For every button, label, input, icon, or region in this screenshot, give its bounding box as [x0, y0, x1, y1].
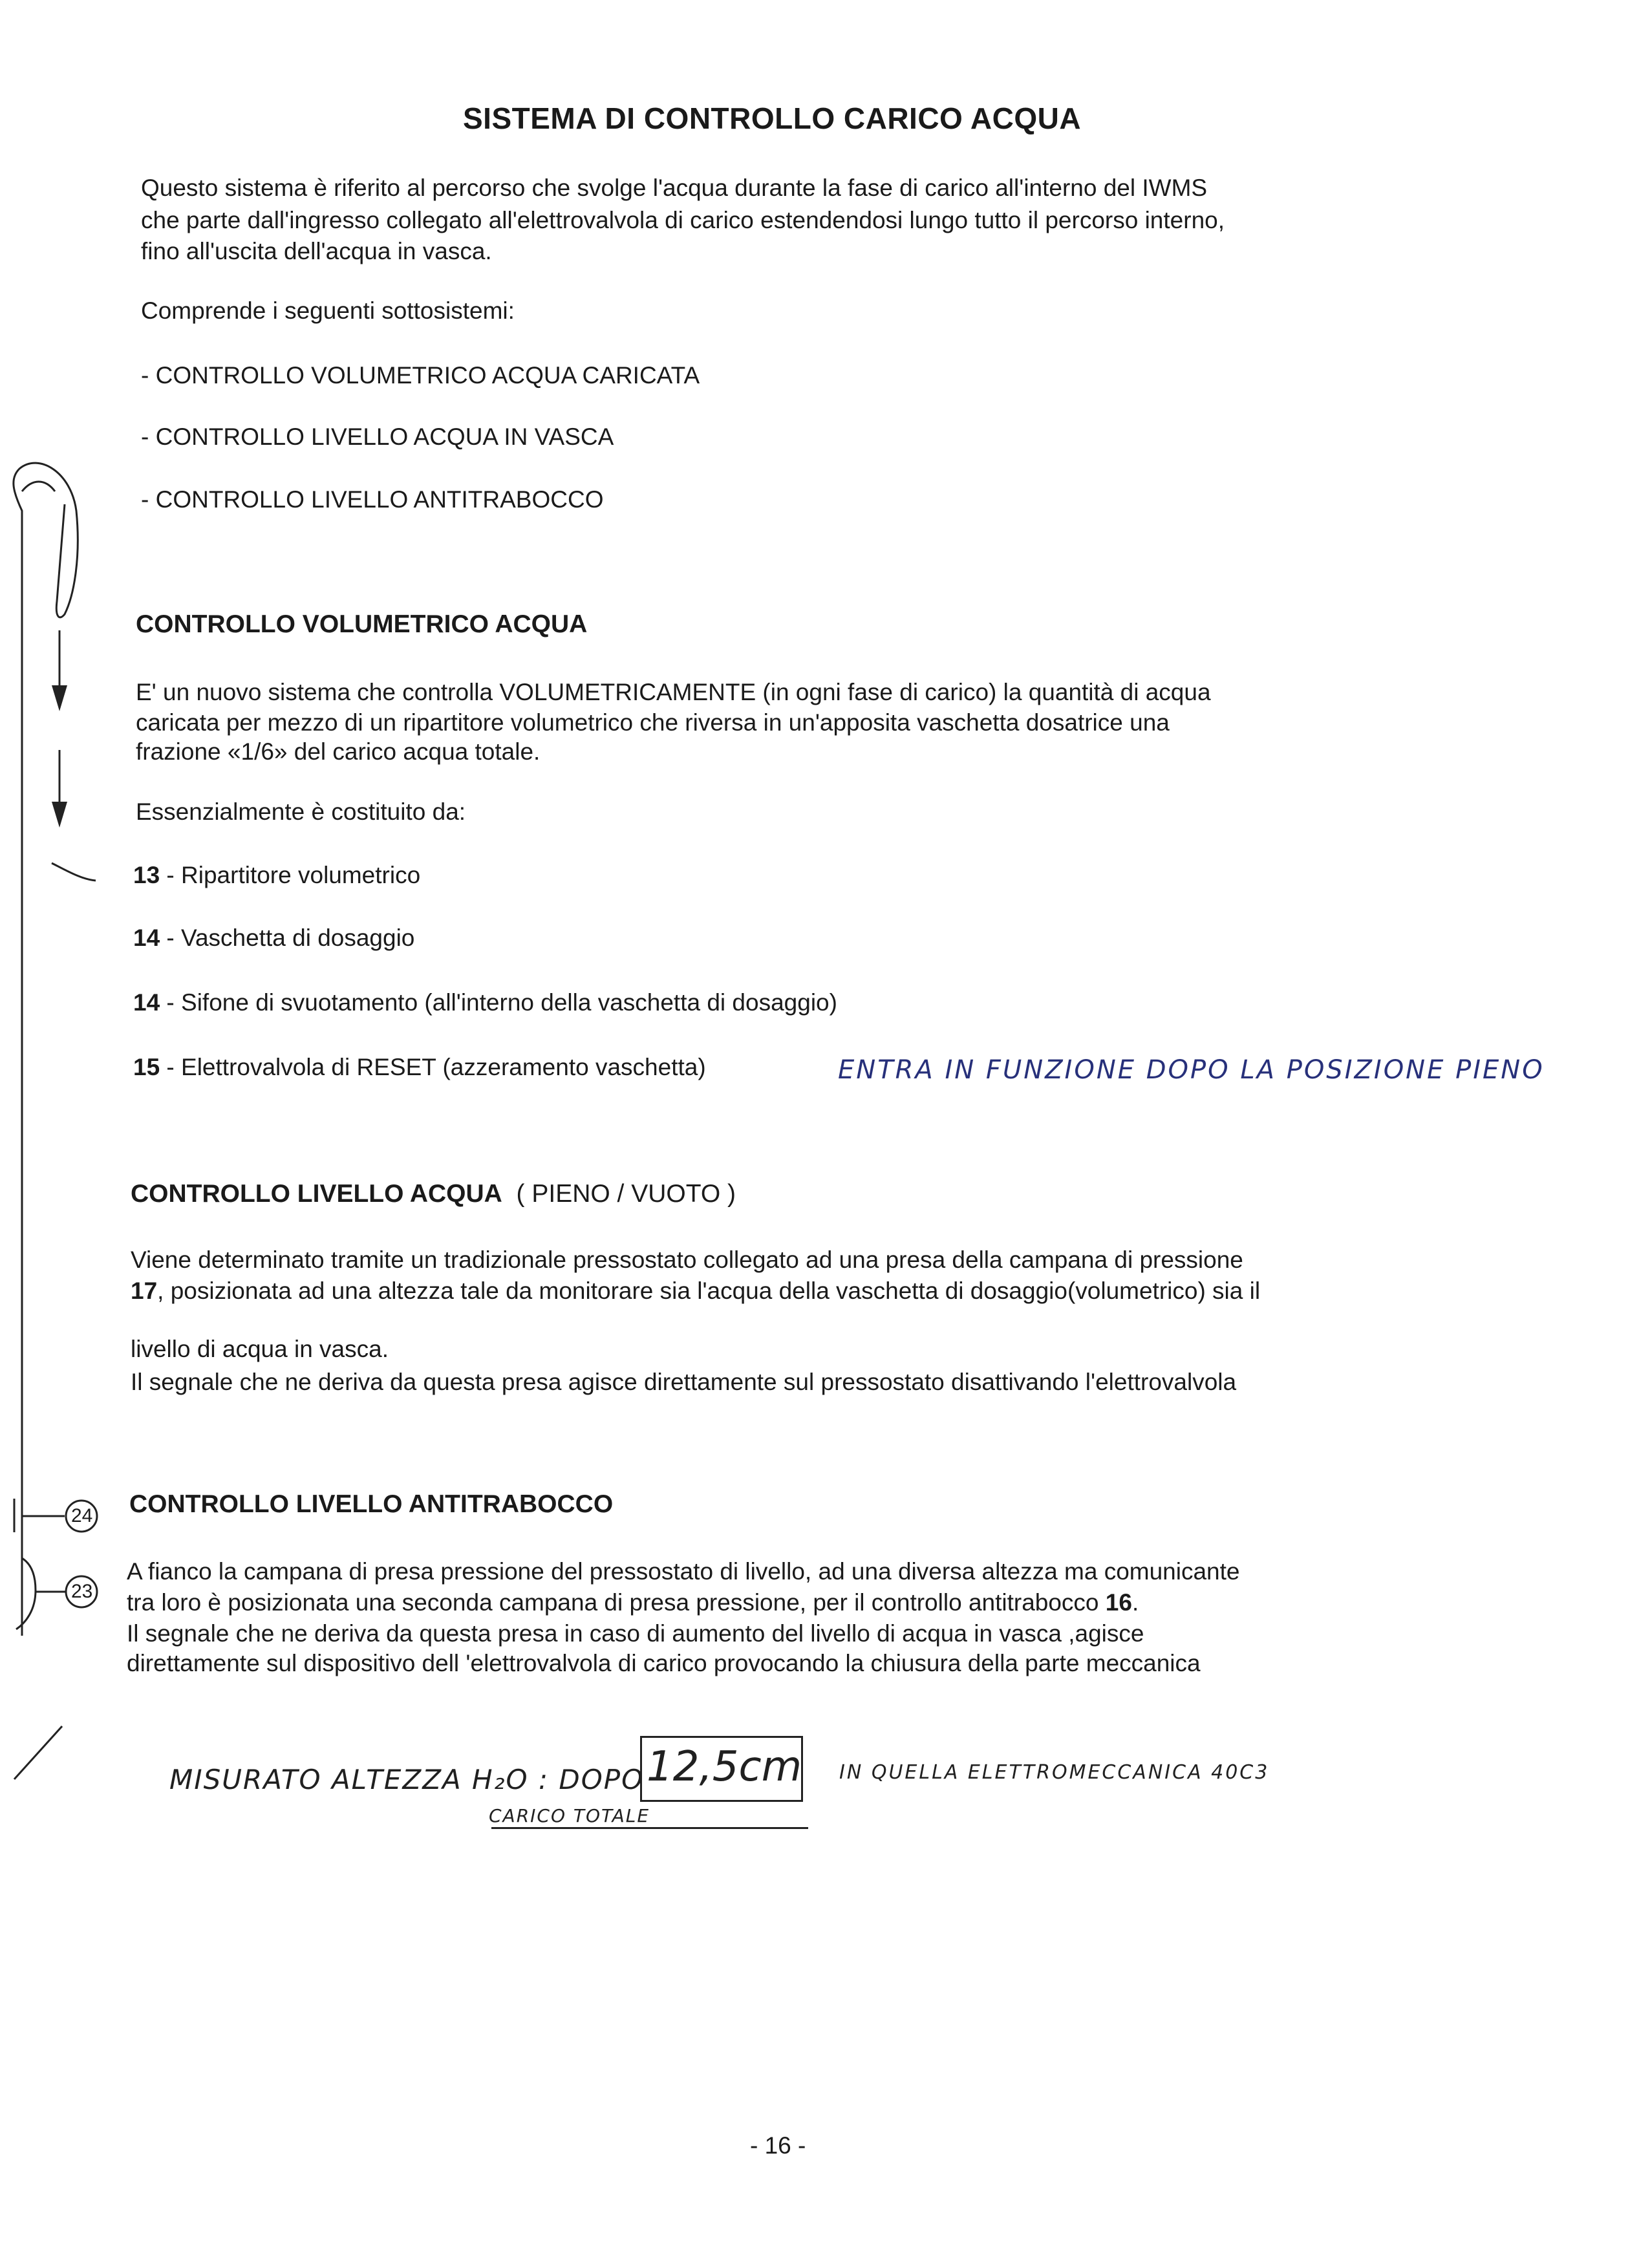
component-text: - Elettrovalvola di RESET (azzeramento vaschetta): [160, 1054, 706, 1080]
intro-line-2: che parte dall'ingresso collegato all'elettrovalvola di carico estendendosi lungo tutto il percorso interno,: [141, 207, 1225, 233]
section-heading-antitrabocco: CONTROLLO LIVELLO ANTITRABOCCO: [129, 1490, 614, 1518]
component-item: [133, 989, 837, 1016]
handwritten-note-blue: ENTRA IN FUNZIONE DOPO LA POSIZIONE PIENO: [838, 1055, 1545, 1085]
antitrabocco-line-2: [127, 1589, 1139, 1616]
section-heading-livello: [131, 1180, 736, 1208]
handwritten-measure-prefix: MISURATO ALTEZZA H₂O : DOPO: [169, 1764, 645, 1795]
component-number: 14: [133, 925, 160, 951]
antitrabocco-line-2-text: tra loro è posizionata una seconda campana di presa pressione, per il controllo antitrabocco: [127, 1589, 1106, 1616]
livello-line-2-number: 17: [131, 1278, 158, 1304]
heading-livello-suffix: ( PIENO / VUOTO ): [516, 1180, 736, 1208]
page-number: - 16 -: [750, 2132, 806, 2159]
callout-24-label: 24: [71, 1505, 93, 1526]
component-item: [133, 862, 420, 889]
subsystem-item: - CONTROLLO LIVELLO ANTITRABOCCO: [141, 486, 604, 513]
handwritten-underline: [491, 1827, 808, 1829]
antitrabocco-line-2-number: 16: [1105, 1589, 1132, 1616]
component-item: [133, 1054, 706, 1081]
intro-line-3: fino all'uscita dell'acqua in vasca.: [141, 238, 492, 264]
component-text: - Sifone di svuotamento (all'interno della vaschetta di dosaggio): [160, 989, 837, 1016]
handwritten-measure-suffix: IN QUELLA ELETTROMECCANICA 40C3: [839, 1761, 1270, 1784]
callout-23-label: 23: [71, 1581, 93, 1602]
page-title: SISTEMA DI CONTROLLO CARICO ACQUA: [463, 102, 1082, 135]
components-label: Essenzialmente è costituito da:: [136, 798, 466, 825]
livello-line-2-text: , posizionata ad una altezza tale da monitorare sia l'acqua della vaschetta di dosaggio(volumetrico) sia il: [157, 1278, 1261, 1304]
margin-pen-drawing: [0, 0, 129, 1843]
component-number: 13: [133, 862, 160, 888]
volumetrico-line-1: E' un nuovo sistema che controlla VOLUMETRICAMENTE (in ogni fase di carico) la quantità di acqua: [136, 679, 1211, 705]
subsystems-label: Comprende i seguenti sottosistemi:: [141, 297, 515, 324]
volumetrico-line-2: caricata per mezzo di un ripartitore volumetrico che riversa in un'apposita vaschetta dosatrice una: [136, 709, 1170, 736]
component-number: 14: [133, 989, 160, 1016]
livello-line-1: Viene determinato tramite un tradizionale pressostato collegato ad una presa della campana di pressione: [131, 1246, 1243, 1273]
component-text: - Vaschetta di dosaggio: [160, 925, 415, 951]
volumetrico-line-3: frazione «1/6» del carico acqua totale.: [136, 738, 541, 765]
antitrabocco-line-2-end: .: [1131, 1589, 1139, 1616]
subsystem-item: - CONTROLLO VOLUMETRICO ACQUA CARICATA: [141, 362, 700, 389]
handwritten-measure-value: 12,5cm: [647, 1743, 802, 1791]
livello-line-2: [131, 1278, 1260, 1305]
heading-livello-main: CONTROLLO LIVELLO ACQUA: [131, 1180, 502, 1208]
handwritten-measure-under: CARICO TOTALE: [489, 1805, 650, 1826]
antitrabocco-line-3: Il segnale che ne deriva da questa presa in caso di aumento del livello di acqua in vasca ,agisce: [127, 1620, 1144, 1647]
livello-line-4: Il segnale che ne deriva da questa presa agisce direttamente sul pressostato disattivando l'elettrovalvola: [131, 1369, 1237, 1395]
component-text: - Ripartitore volumetrico: [160, 862, 421, 888]
livello-line-3: livello di acqua in vasca.: [131, 1336, 389, 1362]
component-item: [133, 925, 414, 952]
component-number: 15: [133, 1054, 160, 1080]
subsystem-item: - CONTROLLO LIVELLO ACQUA IN VASCA: [141, 423, 614, 450]
intro-line-1: Questo sistema è riferito al percorso che svolge l'acqua durante la fase di carico all'interno del IWMS: [141, 175, 1208, 201]
antitrabocco-line-4: direttamente sul dispositivo dell 'elettrovalvola di carico provocando la chiusura della parte meccanica: [127, 1650, 1201, 1676]
antitrabocco-line-1: A fianco la campana di presa pressione del pressostato di livello, ad una diversa altezza ma comunicante: [127, 1558, 1240, 1585]
section-heading-volumetrico: CONTROLLO VOLUMETRICO ACQUA: [136, 610, 588, 638]
